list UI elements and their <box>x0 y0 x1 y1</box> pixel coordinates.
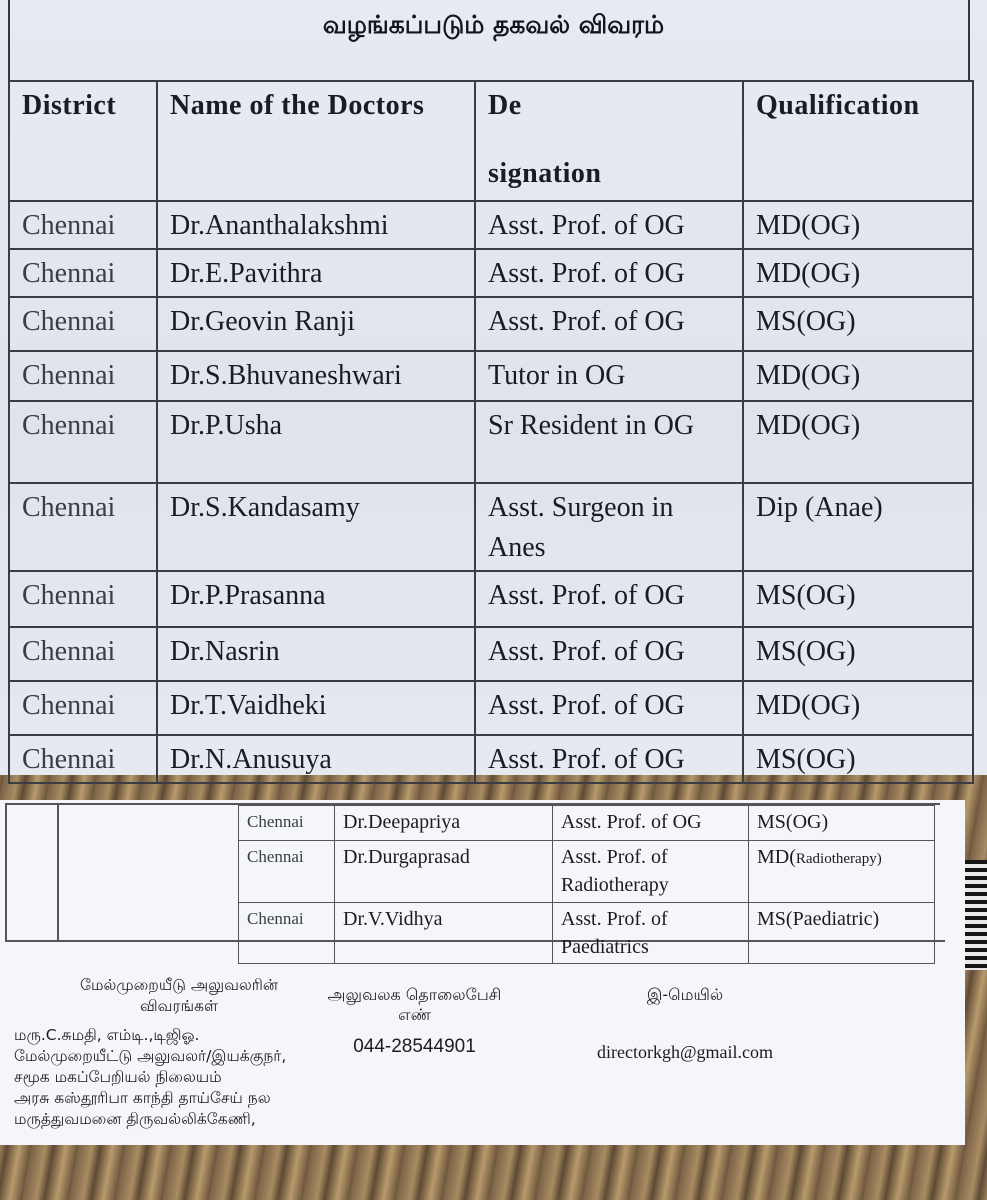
header-designation-top: De <box>488 90 522 121</box>
table-row <box>9 571 973 627</box>
cell-name: Dr.S.Bhuvaneshwari <box>157 351 475 401</box>
cell-qualification <box>749 903 935 964</box>
cell-name: Dr.Durgaprasad <box>335 841 553 903</box>
cell-name: Dr.Deepapriya <box>335 806 553 841</box>
cell-qualification: MS(OG) <box>743 297 973 351</box>
table-row <box>9 201 973 249</box>
table-row <box>9 627 973 681</box>
appeal-line: மரு.C.சுமதி, எம்டி.,டிஜிஓ. <box>14 1026 200 1044</box>
table-row <box>9 297 973 351</box>
office-phone-label-2: எண் <box>398 1005 431 1024</box>
table-row <box>9 249 973 297</box>
cell-designation: Asst. Prof. of OG <box>475 571 743 627</box>
cell-district: Chennai <box>9 681 157 735</box>
cell-qualification: MD(OG) <box>743 401 973 483</box>
cell-designation: Asst. Surgeon in Anes <box>475 483 743 571</box>
cell-district: Chennai <box>239 806 335 841</box>
cell-designation: Asst. Prof. of OG <box>475 249 743 297</box>
cell-designation: Asst. Prof. of Paediatrics <box>553 903 749 964</box>
cell-name: Dr.Nasrin <box>157 627 475 681</box>
qualification-small: Radiotherapy) <box>795 851 882 867</box>
cell-district: Chennai <box>9 249 157 297</box>
doctors-table <box>8 80 974 784</box>
cell-qualification <box>749 841 935 903</box>
table-row <box>9 681 973 735</box>
table-row <box>239 903 935 964</box>
cell-qualification: MS(OG) <box>743 627 973 681</box>
table-row <box>9 483 973 571</box>
header-designation-bottom: signation <box>488 158 602 189</box>
cell-name: Dr.P.Usha <box>157 401 475 483</box>
appeal-line: மேல்முறையீட்டு அலுவலர்/இயக்குநர், <box>14 1047 287 1065</box>
cell-designation: Asst. Prof. of OG <box>553 806 749 841</box>
cell-district: Chennai <box>9 735 157 783</box>
cell-district: Chennai <box>9 571 157 627</box>
bottom-divider <box>57 805 59 940</box>
office-phone-block <box>292 985 537 1057</box>
cell-designation: Asst. Prof. of OG <box>475 201 743 249</box>
cell-qualification: MS(OG) <box>743 735 973 783</box>
cell-designation: Asst. Prof. of OG <box>475 297 743 351</box>
table-row <box>9 351 973 401</box>
cell-district: Chennai <box>9 401 157 483</box>
appeal-heading-1: மேல்முறையீடு அலுவலரின் <box>80 976 278 994</box>
office-phone-number: 044-28544901 <box>353 1036 476 1057</box>
cell-district: Chennai <box>9 627 157 681</box>
cell-name: Dr.E.Pavithra <box>157 249 475 297</box>
cell-qualification: Dip (Anae) <box>743 483 973 571</box>
additional-doctors-table <box>238 805 935 964</box>
table-row <box>239 841 935 903</box>
cell-name: Dr.P.Prasanna <box>157 571 475 627</box>
cell-district: Chennai <box>239 841 335 903</box>
qualification-main: MD( <box>757 846 796 868</box>
page-title: வழங்கப்படும் தகவல் விவரம் <box>322 10 665 39</box>
appeal-line: சமூக மகப்பேறியல் நிலையம் <box>14 1068 222 1086</box>
email-label: இ-மெயில் <box>646 985 724 1004</box>
office-phone-label-1: அலுவலக தொலைபேசி <box>327 985 502 1004</box>
table-row <box>9 735 973 783</box>
table-row <box>239 806 935 841</box>
qualification-main: MS(OG) <box>757 811 829 833</box>
bottom-divider <box>5 805 7 940</box>
cell-qualification <box>749 806 935 841</box>
cell-qualification: MD(OG) <box>743 681 973 735</box>
qualification-main: MS(Paediatric) <box>757 908 880 930</box>
cell-district: Chennai <box>9 483 157 571</box>
cell-name: Dr.Ananthalakshmi <box>157 201 475 249</box>
cell-district: Chennai <box>9 351 157 401</box>
header-name: Name of the Doctors <box>157 81 475 201</box>
header-district: District <box>9 81 157 201</box>
cell-designation: Asst. Prof. of Radiotherapy <box>553 841 749 903</box>
header-designation <box>475 81 743 201</box>
cell-name: Dr.V.Vidhya <box>335 903 553 964</box>
table-row <box>9 401 973 483</box>
email-address: directorkgh@gmail.com <box>596 1042 774 1062</box>
cell-designation: Tutor in OG <box>475 351 743 401</box>
cell-qualification: MD(OG) <box>743 351 973 401</box>
cell-qualification: MD(OG) <box>743 201 973 249</box>
cell-designation: Sr Resident in OG <box>475 401 743 483</box>
appeal-line: மருத்துவமனை திருவல்லிக்கேணி, <box>14 1110 256 1128</box>
cell-name: Dr.S.Kandasamy <box>157 483 475 571</box>
appeal-heading-2: விவரங்கள் <box>140 997 218 1015</box>
cell-name: Dr.N.Anusuya <box>157 735 475 783</box>
cell-district: Chennai <box>9 297 157 351</box>
table-header-row <box>9 81 973 201</box>
cell-qualification: MS(OG) <box>743 571 973 627</box>
cell-designation: Asst. Prof. of OG <box>475 627 743 681</box>
cell-district: Chennai <box>9 201 157 249</box>
cell-designation: Asst. Prof. of OG <box>475 681 743 735</box>
cell-district: Chennai <box>239 903 335 964</box>
header-qualification: Qualification <box>743 81 973 201</box>
appeal-line: அரசு கஸ்தூரிபா காந்தி தாய்சேய் நல <box>14 1089 271 1107</box>
cell-qualification: MD(OG) <box>743 249 973 297</box>
email-block <box>570 985 800 1063</box>
cell-name: Dr.Geovin Ranji <box>157 297 475 351</box>
cell-designation: Asst. Prof. of OG <box>475 735 743 783</box>
cell-name: Dr.T.Vaidheki <box>157 681 475 735</box>
